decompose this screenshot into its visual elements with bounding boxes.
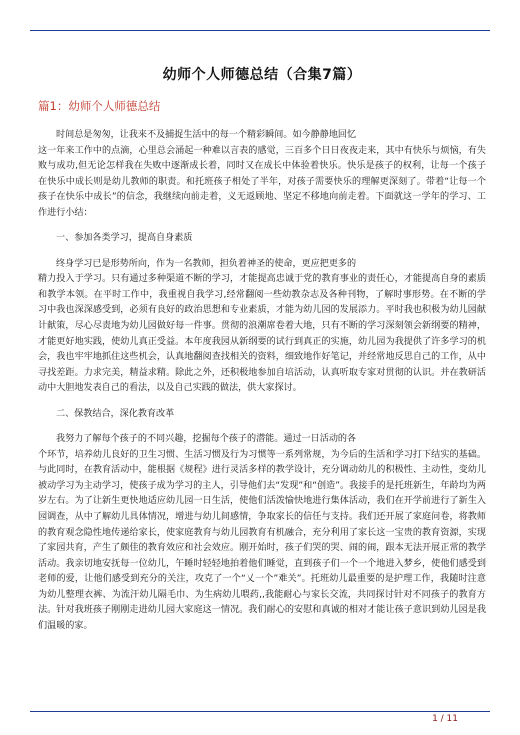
document-body bbox=[38, 64, 486, 634]
paragraph-intro: 这一年来工作中的点滴，心里总会涌起一种难以言表的感觉，三百多个日日夜夜走来，其中有快乐与烦恼，有失败与成功,但无论怎样我在失败中逐渐成长着，同时又在成长中体验着快乐。快乐是孩子的权利，让每一个孩子在快乐中成长则是幼儿教师的职责。和托班孩子相处了半年，对孩子需要快乐的理解更深刻了。带着“让每一个孩子在快乐中成长”的信念，我继续向前走着，义无返顾地、坚定不移地向前走着。下面就这一学年的学习、工作进行小结： bbox=[38, 145, 486, 218]
subheading-study: 一、参加各类学习，提高自身素质 bbox=[56, 233, 193, 244]
paragraph-study-line: 终身学习已是形势所向，作为一名教师，担负着神圣的使命，更应把更多的 bbox=[56, 258, 357, 269]
paragraph-teaching: 个环节，培养幼儿良好的卫生习惯、生活习惯及行为习惯等一系列常规，为今后的生活和学习打下结实的基础。与此同时，在教育活动中，能根据《规程》进行灵活多样的教学设计，充分调动幼儿的积极性、主动性，变幼儿被动学习为主动学习，使孩子成为学习的主人，引导他们去“发现”和“创造”。我接手的是托班新生，年龄均为两岁左右。为了让新生更快地适应幼儿园一日生活，使他们活泼愉快地进行集体活动，我们在开学前进行了新生入园调查，从中了解幼儿具体情况，增进与幼儿间感情，争取家长的信任与支持。我们还开展了家庭问卷，将教师的教育观念隐性地传递给家长，使家庭教育与幼儿园教育有机融合，充分利用了家长这一宝贵的教育资源，实现了家园共育，产生了颇佳的教育效应和社会效应。刚开始时，孩子们哭的哭、闹的闹，跟本无法开展正常的教学活动。我亲切地安抚每一位幼儿，午睡时轻轻地拍着他们睡觉，直到孩子们一个一个地进入梦乡，使他们感受到老师的爱，让他们感受到充分的关注，攻克了一个“乂一个”难关”。托班幼儿最重要的是护理工作，我随时注意为幼儿整理衣裤、为流汗幼儿隔毛巾、为生病幼儿喂药,,我能耐心与家长交流，共同探讨针对不同孩子的教育方法。针对我班孩子刚刚走进幼儿园大家庭这一情况。我们耐心的安慰和真诚的相对才能让孩子意识到幼儿园是我们温暖的家。 bbox=[38, 449, 486, 631]
paragraph-study: 精力投入于学习。只有通过多种渠道不断的学习，才能提高忠诚于党的教育事业的责任心，才能提高自身的素质和教学本领。在平时工作中，我重视自我学习,经常翻阅一些幼教杂志及各种刊物，了解时事形势。在不断的学习中我也深深感受到，必须有良好的政治思想和专业素质，才能为幼儿园的发展添力。平时我也积极为幼儿园献计献策，尽心尽责地为幼儿园做好每一件事。贯彻的浪潮席卷着大地，只有不断的学习深刻领会新纲要的精神，才能更好地实践，使幼儿真正受益。本年度我园从新纲要的试行到真正的实施，幼儿园为我提供了许多学习的机会，我也牢牢地抓住这些机会，认真地翻阅查找相关的资料，细致地作好笔记，并经常地反思自己的工作，从中寻找差距。力求完美，精益求精。除此之外，还积极地参加自培活动，认真听取专家对贯彻的认识。并在教研活动中大胆地发表自己的看法，以及自己实践的做法，供大家探讨。 bbox=[38, 274, 486, 394]
footer-rule bbox=[30, 711, 490, 712]
document-title: 幼师个人师德总结（合集7篇） bbox=[162, 67, 362, 83]
paragraph-teaching-line: 我努力了解每个孩子的不同兴趣，挖掘每个孩子的潜能。通过一日活动的各 bbox=[56, 434, 357, 445]
header-rule bbox=[30, 30, 490, 31]
page-indicator: 1 / 11 bbox=[432, 714, 458, 724]
paragraph-intro-line: 时间总是匆匆，让我来不及捕捉生活中的每一个精彩瞬间。如今静静地回忆 bbox=[56, 130, 357, 140]
section-heading: 篇1：幼师个人师德总结 bbox=[38, 99, 161, 113]
subheading-teaching: 二、保教结合，深化教育改革 bbox=[56, 408, 175, 419]
